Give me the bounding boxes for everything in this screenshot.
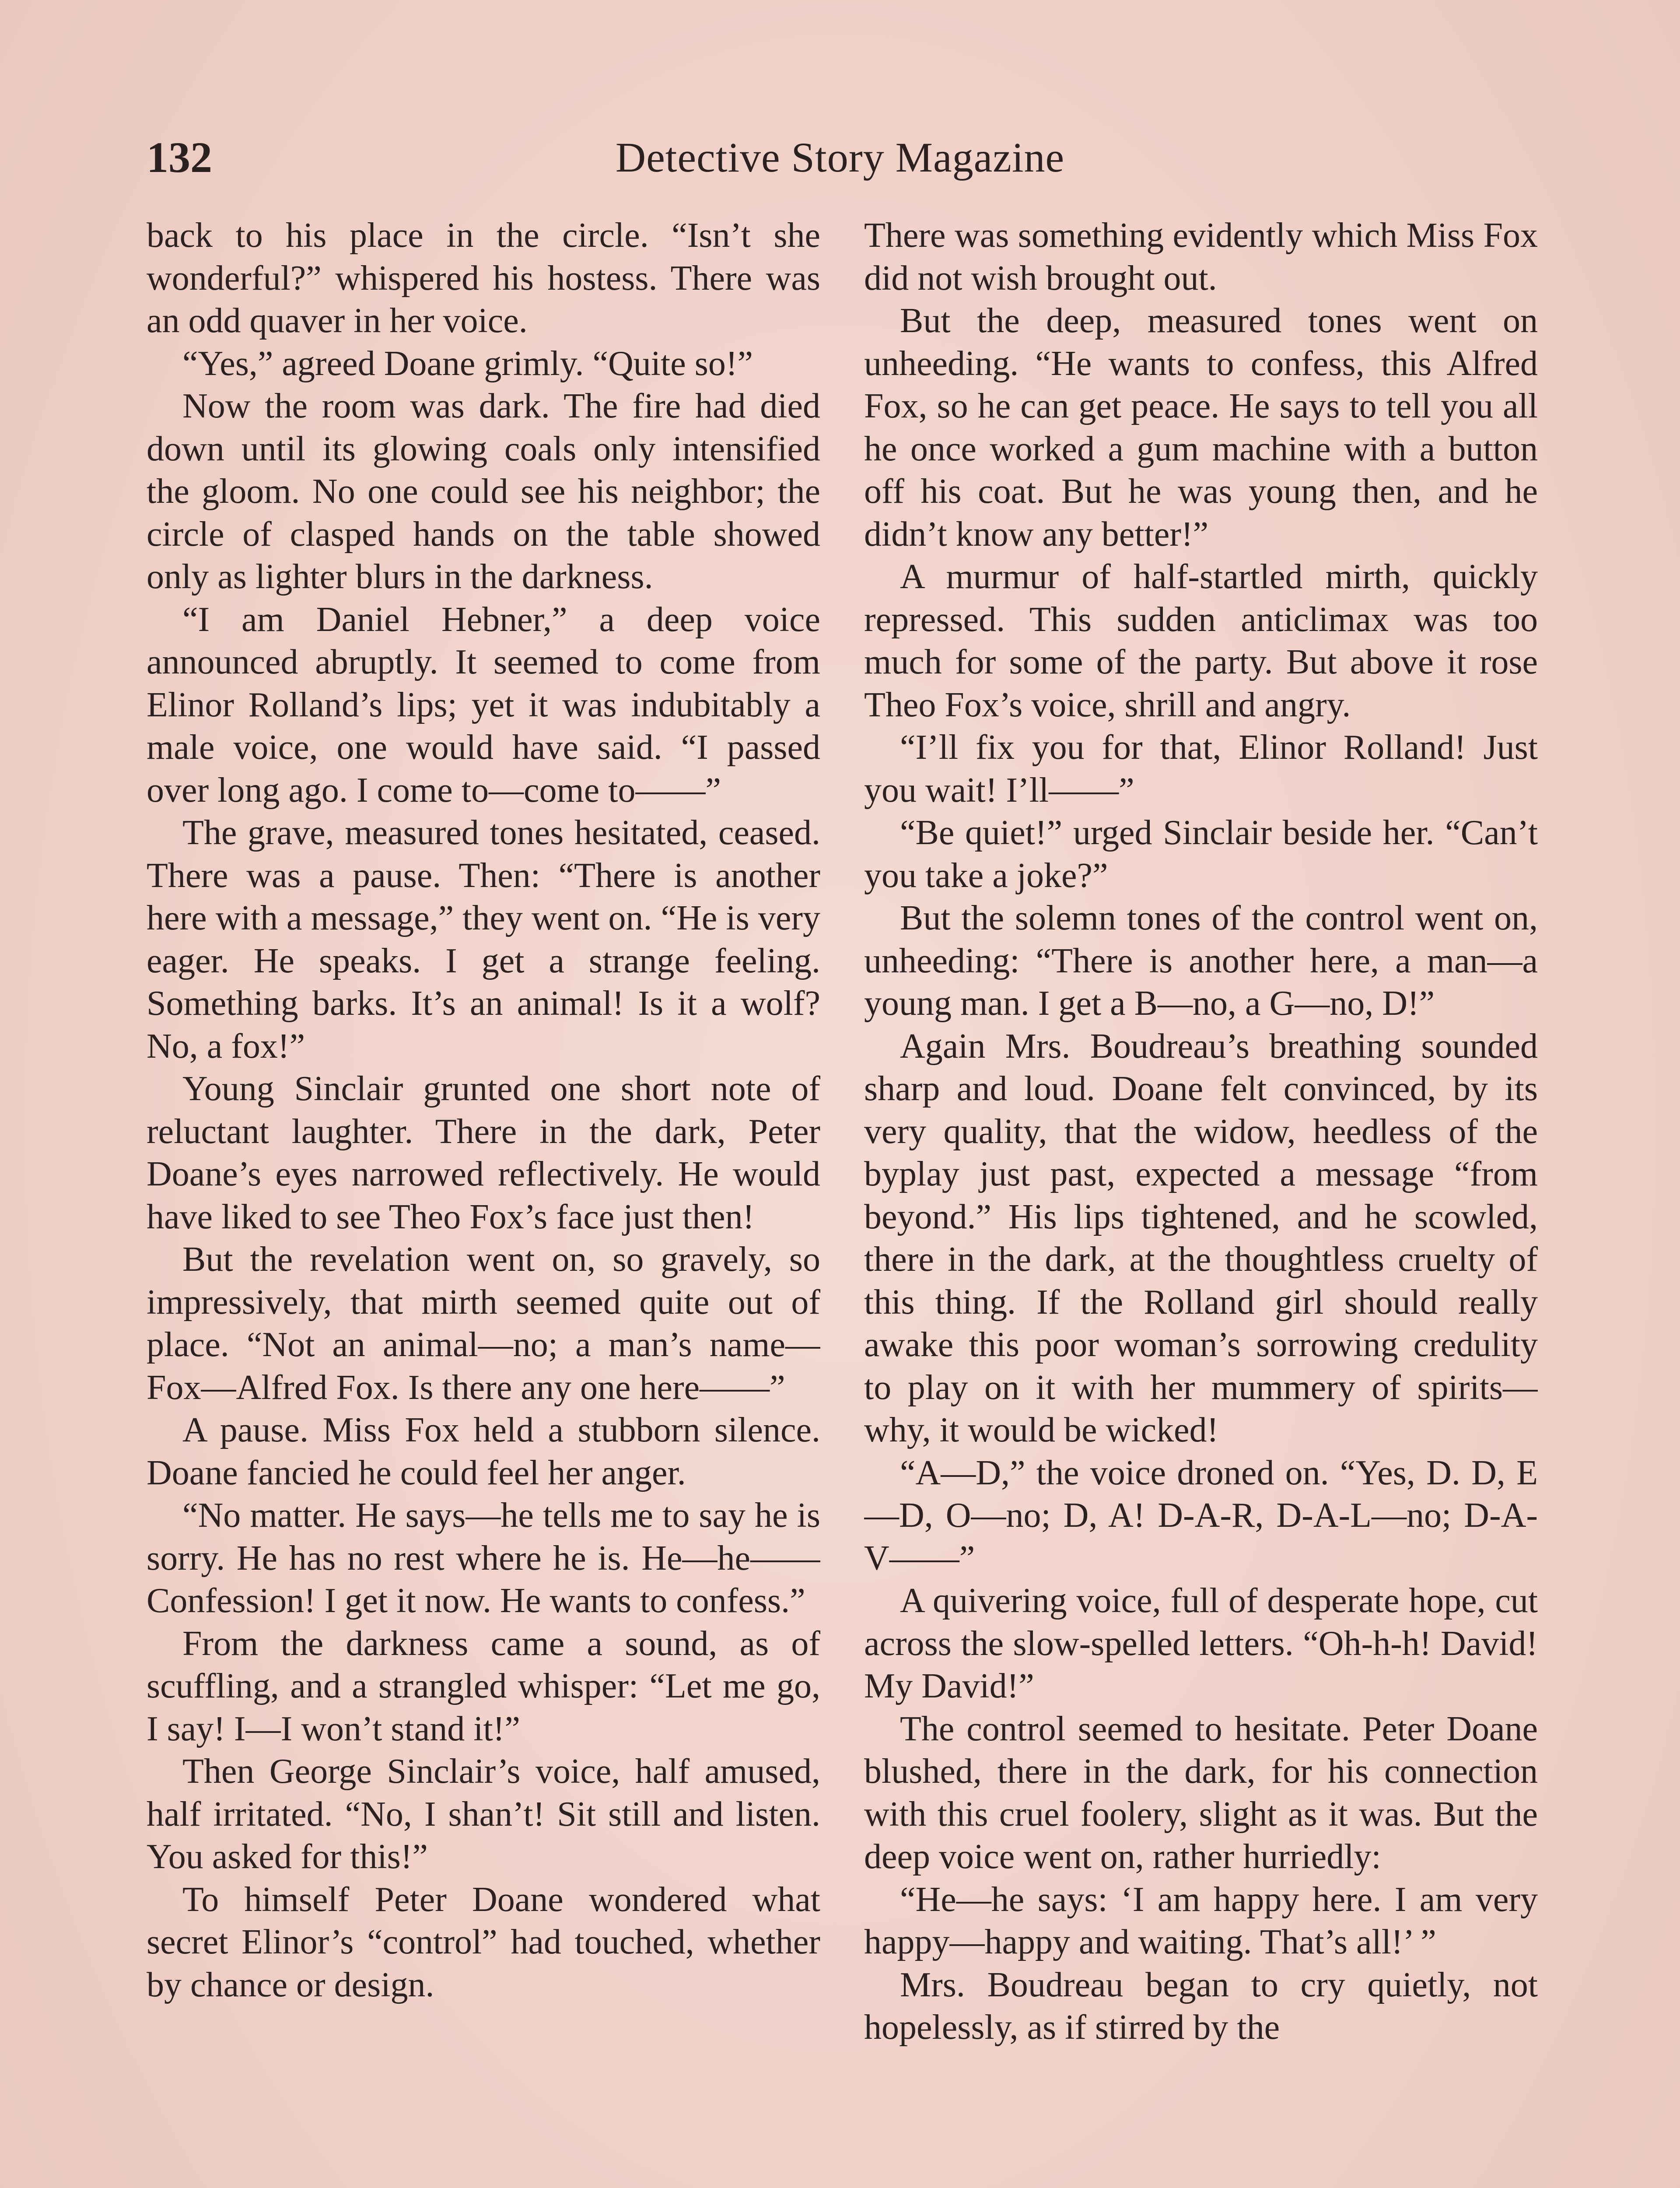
paragraph: “He—he says: ‘I am happy here. I am very happy—happy and waiting. That’s all!’ ” xyxy=(864,1880,1538,1961)
paragraph: But the revelation went on, so gravely, so impressively, that mirth seemed quite out of place. “Not an animal—no; a man’s name—Fox—Alfred Fox. Is there any one here——” xyxy=(147,1240,820,1407)
paragraph: “I am Daniel Hebner,” a deep voice announced abruptly. It seemed to come from Elinor Rolland’s lips; yet it was indubitably a male voice, one would have said. “I passed over long ago. I come to—come to——” xyxy=(147,600,820,810)
paragraph: From the darkness came a sound, as of scuffling, and a strangled whisper: “Let me go, I say! I—I won’t stand it!” xyxy=(147,1624,820,1748)
paragraph: But the deep, measured tones went on unheeding. “He wants to confess, this Alfred Fox, so he can get peace. He says to tell you all he once worked a gum machine with a button off his coat. But he was young then, and he didn’t know any better!” xyxy=(864,302,1538,554)
paragraph: Again Mrs. Boudreau’s breathing sounded sharp and loud. Doane felt convinced, by its very quality, that the widow, heedless of the byplay just past, expected a message “from beyond.” His lips tightened, and he scowled, there in the dark, at the thoughtless cruelty of this thing. If the Rolland girl should really awake this poor woman’s sorrowing credulity to play on it with her mummery of spirits—why, it would be wicked! xyxy=(864,1027,1538,1449)
paragraph: Mrs. Boudreau began to cry quietly, not hopelessly, as if stirred by the xyxy=(864,1965,1538,2047)
right-column xyxy=(864,214,1538,2188)
paragraph: Then George Sinclair’s voice, half amused, half irritated. “No, I shan’t! Sit still and listen. You asked for this!” xyxy=(147,1752,820,1876)
paragraph: Now the room was dark. The fire had died down until its glowing coals only intensified the gloom. No one could see his neighbor; the circle of clasped hands on the table showed only as lighter blurs in the darkness. xyxy=(147,387,820,596)
page-number: 132 xyxy=(147,133,212,182)
paragraph: A pause. Miss Fox held a stubborn silence. Doane fancied he could feel her anger. xyxy=(147,1411,820,1492)
paragraph: “I’ll fix you for that, Elinor Rolland! Just you wait! I’ll——” xyxy=(864,728,1538,810)
left-column xyxy=(147,214,820,2188)
paragraph: A quivering voice, full of desperate hope, cut across the slow-spelled letters. “Oh-h-h! David! My David!” xyxy=(864,1581,1538,1705)
paragraph: “Yes,” agreed Doane grimly. “Quite so!” xyxy=(182,344,753,383)
page-header xyxy=(147,125,1533,190)
paragraph: There was something evidently which Miss Fox did not wish brought out. xyxy=(864,216,1538,298)
paragraph: “A—D,” the voice droned on. “Yes, D. D, E—D, O—no; D, A! D-A-R, D-A-L—no; D-A-V——” xyxy=(864,1453,1538,1578)
paragraph: Young Sinclair grunted one short note of reluctant laughter. There in the dark, Peter Doane’s eyes narrowed reflectively. He would have liked to see Theo Fox’s face just then! xyxy=(147,1069,820,1236)
paragraph: The grave, measured tones hesitated, ceased. There was a pause. Then: “There is another here with a message,” they went on. “He is very eager. He speaks. I get a strange feeling. Something barks. It’s an animal! Is it a wolf? No, a fox!” xyxy=(147,813,820,1066)
paragraph: “Be quiet!” urged Sinclair beside her. “Can’t you take a joke?” xyxy=(864,813,1538,895)
running-title: Detective Story Magazine xyxy=(615,134,1065,181)
paragraph: “No matter. He says—he tells me to say he is sorry. He has no rest where he is. He—he—— Confession! I get it now. He wants to confess.” xyxy=(147,1496,820,1620)
paragraph: But the solemn tones of the control went on, unheeding: “There is another here, a man—a young man. I get a B—no, a G—no, D!” xyxy=(864,899,1538,1023)
paragraph: To himself Peter Doane wondered what secret Elinor’s “control” had touched, whether by chance or design. xyxy=(147,1880,820,2004)
paragraph: The control seemed to hesitate. Peter Doane blushed, there in the dark, for his connection with this cruel foolery, slight as it was. But the deep voice went on, rather hurriedly: xyxy=(864,1709,1538,1876)
paragraph: back to his place in the circle. “Isn’t she wonderful?” whispered his hostess. There was an odd quaver in her voice. xyxy=(147,216,820,340)
paragraph: A murmur of half-startled mirth, quickly repressed. This sudden anticlimax was too much for some of the party. But above it rose Theo Fox’s voice, shrill and angry. xyxy=(864,558,1538,724)
